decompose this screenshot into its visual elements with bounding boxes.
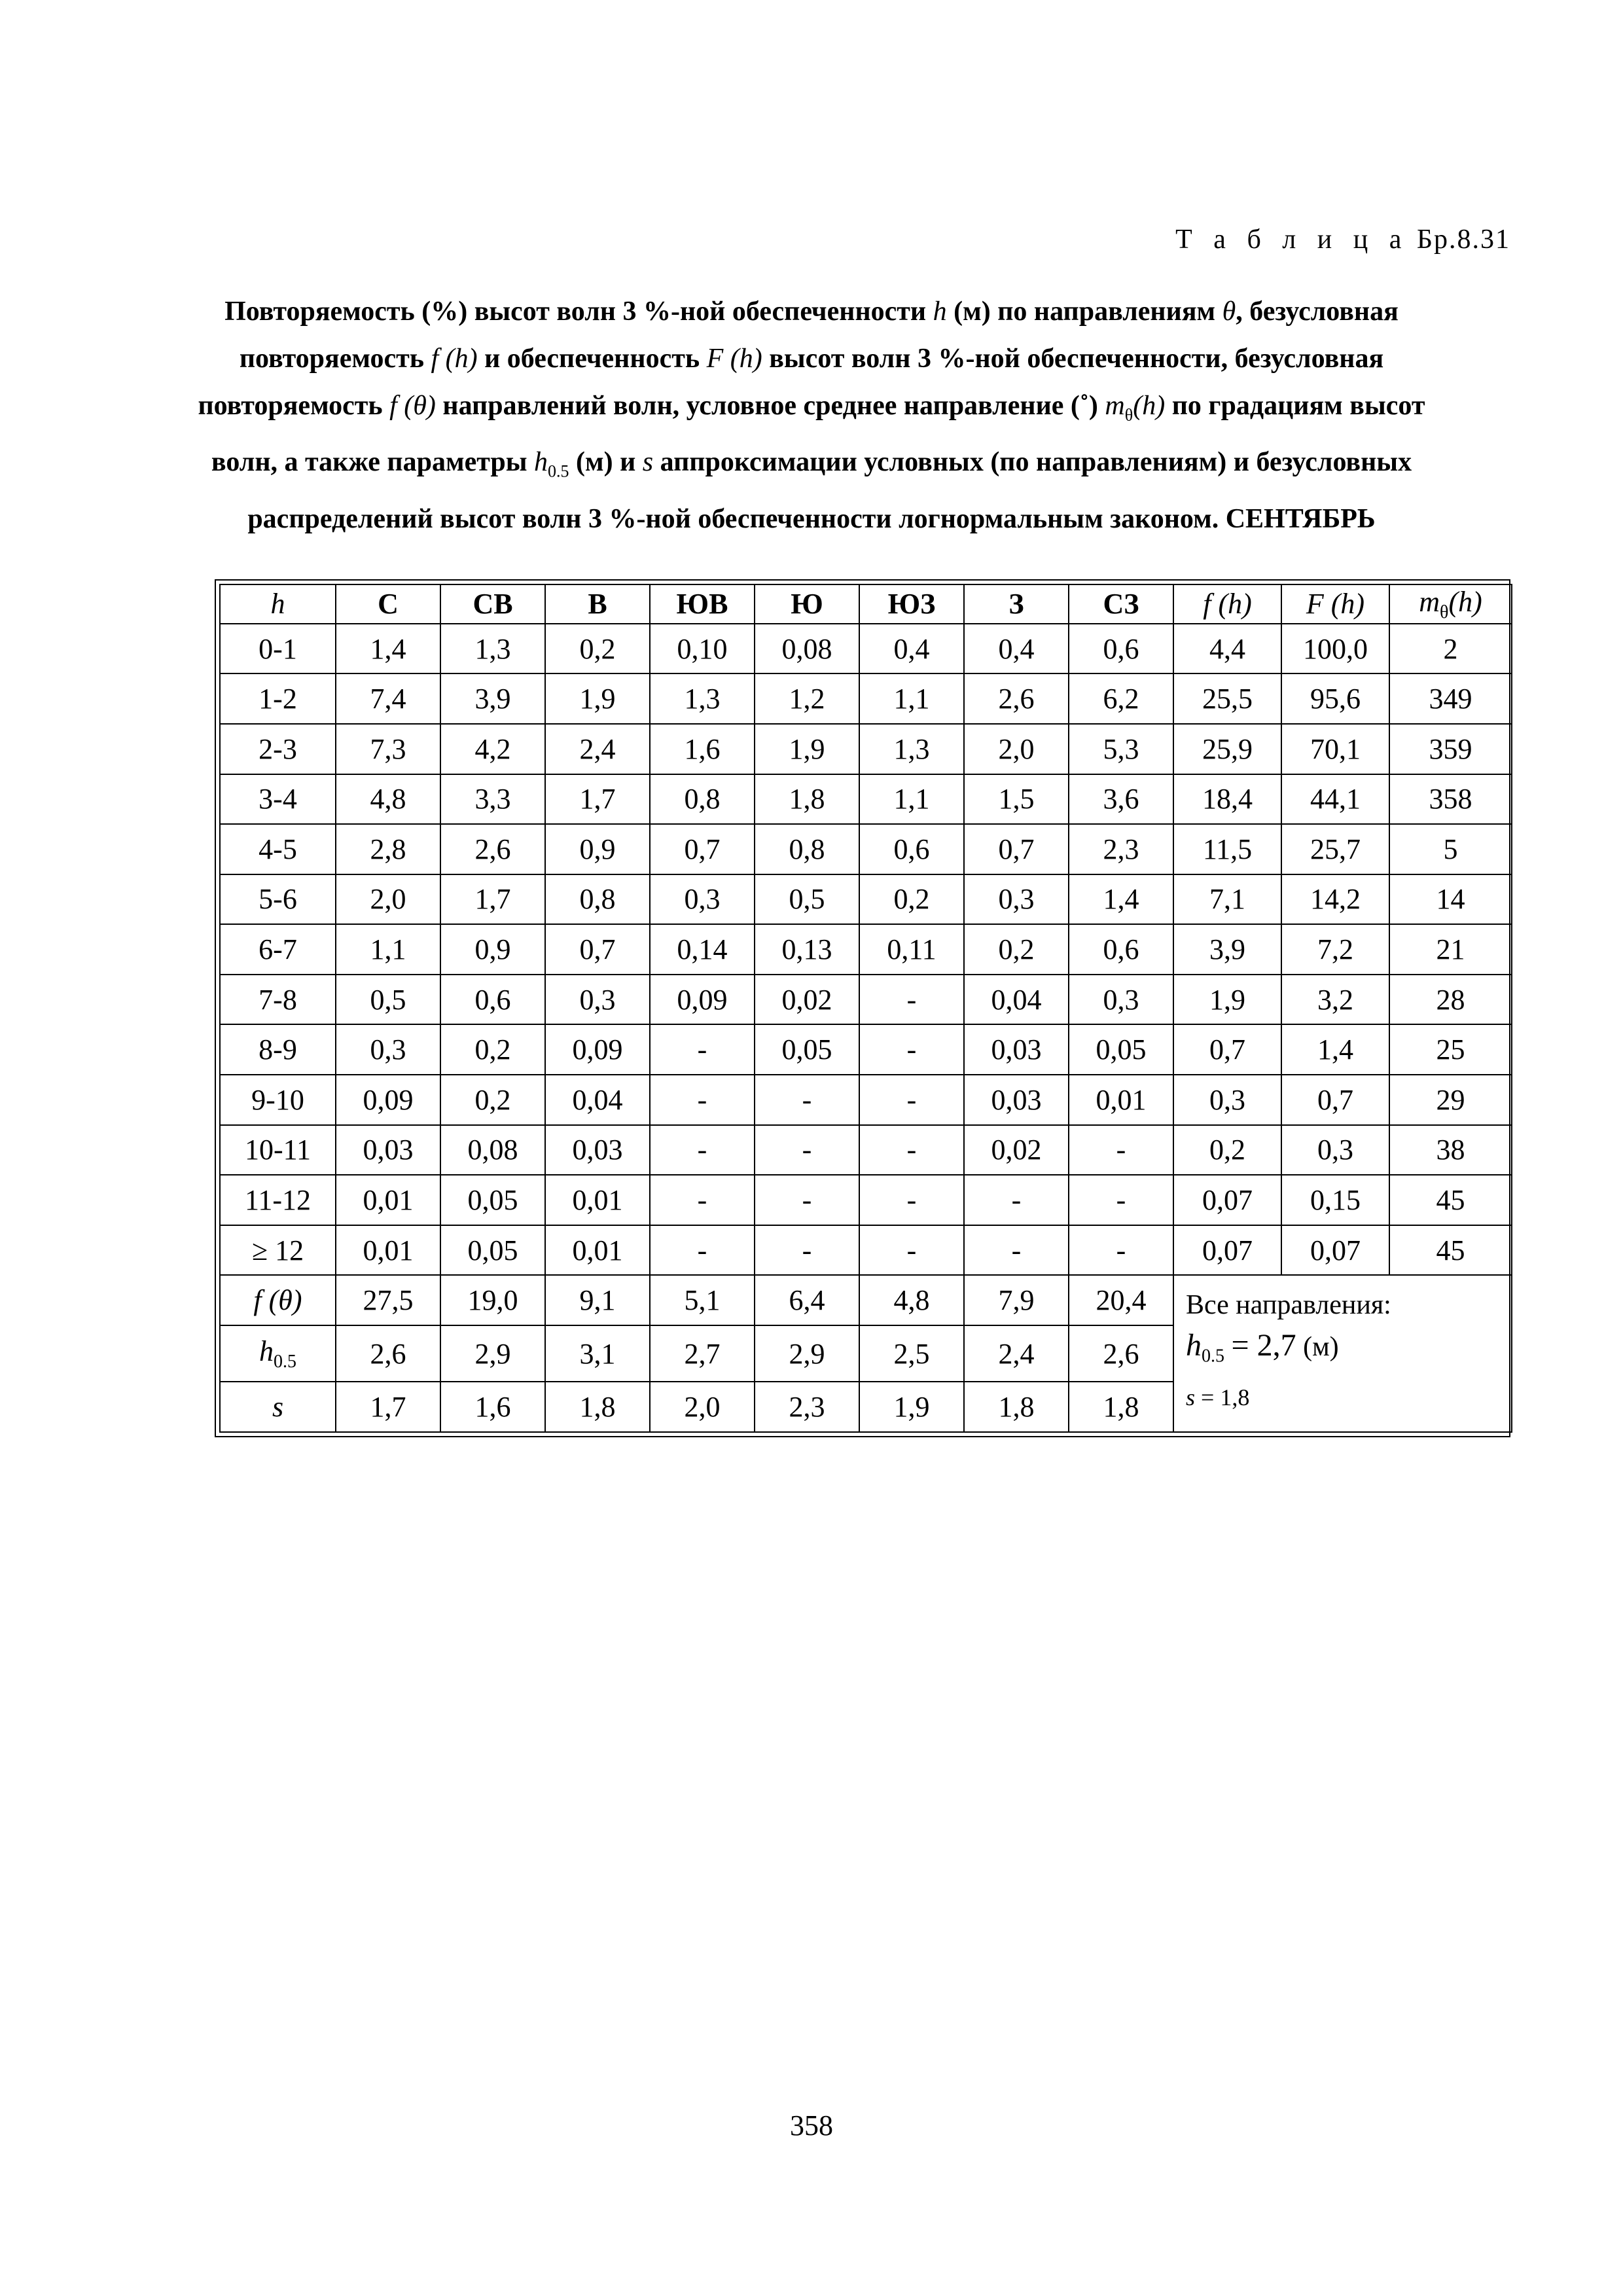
table-cell: - [650,1175,755,1225]
table-cell: 0,3 [1069,975,1173,1025]
header-m: $m_\theta(h)$ [1389,584,1512,624]
table-cell: 0,2 [440,1024,545,1075]
summary-body [220,1275,1512,1432]
table-cell: - [650,1024,755,1075]
table-cell: 0,7 [545,924,650,975]
row-height-range: 0-1 [220,624,336,674]
table-cell: 0,10 [650,624,755,674]
table-cell: 29 [1389,1075,1512,1125]
header-row [220,584,1512,624]
table-cell: 6,2 [1069,673,1173,724]
caption-text: Повторяемость (%) высот волн 3 %-ной обеспеченности [224,296,927,327]
table-cell: 0,6 [440,975,545,1025]
table-row [220,824,1512,874]
table-cell: 0,01 [545,1175,650,1225]
caption-text: , безусловная повторяемость [239,296,1399,374]
table-cell: 0,3 [964,874,1069,925]
caption-text: и обеспеченность [484,344,700,374]
table-row [220,774,1512,825]
table-cell: 1,7 [545,774,650,825]
table-cell: 0,5 [336,975,440,1025]
table-cell: 359 [1389,724,1512,774]
table-cell: 3,9 [440,673,545,724]
table-cell: 0,03 [545,1125,650,1175]
table-cell: 1,6 [650,724,755,774]
table-cell: - [859,1024,964,1075]
table-cell: 21 [1389,924,1512,975]
table-cell: 3,6 [1069,774,1173,825]
table-body [220,624,1512,1276]
table-cell: 0,5 [755,874,859,925]
table-cell: 5 [1389,824,1512,874]
header-dir-w: З [964,584,1069,624]
table-cell: - [755,1225,859,1276]
table-cell: 0,8 [755,824,859,874]
header-fh: f (h) [1173,584,1281,624]
table-cell: 1,8 [755,774,859,825]
table-cell: 4,4 [1173,624,1281,674]
summary-cell: 1,8 [545,1382,650,1432]
summary-cell: 2,9 [755,1325,859,1382]
table-cell: 25 [1389,1024,1512,1075]
table-cell: - [1069,1125,1173,1175]
table-cell: 0,04 [545,1075,650,1125]
table-cell: 0,3 [545,975,650,1025]
table-cell: 1,9 [545,673,650,724]
table-frame [215,579,1510,1437]
summary-cell: 1,6 [440,1382,545,1432]
summary-cell: 2,0 [650,1382,755,1432]
table-cell: 70,1 [1281,724,1389,774]
table-cell: 45 [1389,1175,1512,1225]
summary-cell: 4,8 [859,1275,964,1325]
caption-symbol-theta: θ [1222,296,1236,327]
table-cell: 7,2 [1281,924,1389,975]
summary-cell: 2,7 [650,1325,755,1382]
table-cell: 0,8 [545,874,650,925]
caption-symbol-ftheta: f (θ) [389,391,436,421]
caption-text: высот волн 3 %-ной обеспеченности, безусловная повторяемость [198,344,1384,421]
table-cell: 25,7 [1281,824,1389,874]
summary-cell: 1,7 [336,1382,440,1432]
table-cell: 1,1 [859,774,964,825]
row-height-range: 11-12 [220,1175,336,1225]
table-cell: 25,9 [1173,724,1281,774]
table-cell: 2,0 [964,724,1069,774]
table-cell: - [964,1225,1069,1276]
row-height-range: 9-10 [220,1075,336,1125]
table-cell: 0,3 [336,1024,440,1075]
table-cell: 0,07 [1173,1175,1281,1225]
row-height-range: 10-11 [220,1125,336,1175]
table-cell: 0,09 [650,975,755,1025]
table-cell: - [755,1075,859,1125]
table-row [220,874,1512,925]
summary-cell: 5,1 [650,1275,755,1325]
table-cell: 44,1 [1281,774,1389,825]
table-cell: 0,9 [545,824,650,874]
caption-symbol-s: s [642,447,654,478]
table-cell: 0,09 [545,1024,650,1075]
table-cell: 45 [1389,1225,1512,1276]
table-cell: - [859,1075,964,1125]
table-cell: 0,01 [545,1225,650,1276]
header-dir-n: С [336,584,440,624]
row-height-range: 8-9 [220,1024,336,1075]
header-dir-ne: СВ [440,584,545,624]
table-cell: 1,3 [650,673,755,724]
table-cell: 0,01 [336,1225,440,1276]
table-row [220,1175,1512,1225]
caption-symbol-Fh: F (h) [706,344,762,374]
summary-cell: 27,5 [336,1275,440,1325]
summary-cell: 7,9 [964,1275,1069,1325]
table-cell: 0,7 [650,824,755,874]
table-cell: 7,1 [1173,874,1281,925]
table-cell: 1,3 [440,624,545,674]
table-cell: 0,3 [1281,1125,1389,1175]
table-cell: 0,02 [755,975,859,1025]
summary-cell: 20,4 [1069,1275,1173,1325]
table-cell: 0,14 [650,924,755,975]
table-cell: 0,05 [440,1175,545,1225]
table-cell: 0,3 [650,874,755,925]
table-cell: 18,4 [1173,774,1281,825]
table-cell: 1,4 [1281,1024,1389,1075]
table-cell: 1,5 [964,774,1069,825]
row-height-range: 5-6 [220,874,336,925]
caption-symbol-fh: f (h) [431,344,478,374]
table-row [220,724,1512,774]
table-cell: - [755,1175,859,1225]
table-cell: 1,1 [336,924,440,975]
table-row [220,1225,1512,1276]
table-cell: 0,4 [964,624,1069,674]
summary-cell: 2,4 [964,1325,1069,1382]
table-cell: 1,7 [440,874,545,925]
all-directions-s: s = 1,8 [1186,1384,1250,1410]
table-cell: 3,2 [1281,975,1389,1025]
table-row [220,924,1512,975]
table-caption [196,288,1427,543]
summary-cell: 2,9 [440,1325,545,1382]
table-cell: 0,8 [650,774,755,825]
table-cell: - [650,1075,755,1125]
all-directions-title: Все направления: [1186,1290,1391,1321]
table-cell: 28 [1389,975,1512,1025]
table-cell: 0,3 [1173,1075,1281,1125]
table-cell: 0,6 [1069,624,1173,674]
table-cell: 2,6 [964,673,1069,724]
table-cell: 0,2 [859,874,964,925]
table-cell: 0,07 [1173,1225,1281,1276]
table-cell: 100,0 [1281,624,1389,674]
table-cell: 0,09 [336,1075,440,1125]
table-cell: 11,5 [1173,824,1281,874]
caption-symbol-h05: $h_{0.5}$ [534,447,569,481]
table-cell: 1,4 [1069,874,1173,925]
table-cell: 2,3 [1069,824,1173,874]
table-row [220,1125,1512,1175]
table-cell: - [859,1225,964,1276]
table-cell: 0,7 [1281,1075,1389,1125]
table-cell: - [859,1125,964,1175]
summary-cell: 6,4 [755,1275,859,1325]
table-word: Т а б л и ц а [1175,224,1409,255]
caption-text: аппроксимации условных (по направлениям) и безусловных распределений высот волн 3 %-ной обеспеченности логнормальным законом. СЕНТЯБРЬ [247,447,1412,534]
wave-height-table [219,584,1512,1433]
table-cell: 0,6 [1069,924,1173,975]
header-dir-nw: СЗ [1069,584,1173,624]
table-cell: - [1069,1175,1173,1225]
table-cell: - [755,1125,859,1175]
table-cell: 2 [1389,624,1512,674]
summary-cell: 1,8 [1069,1382,1173,1432]
table-cell: 2,8 [336,824,440,874]
summary-cell: 2,3 [755,1382,859,1432]
table-cell: 1,4 [336,624,440,674]
table-cell: 0,03 [964,1075,1069,1125]
caption-text: направлений волн, условное среднее направление (˚) [442,391,1098,421]
caption-symbol-m: $m_\theta(h)$ [1105,391,1166,425]
table-cell: 0,4 [859,624,964,674]
table-cell: 0,01 [1069,1075,1173,1125]
table-cell: 25,5 [1173,673,1281,724]
summary-cell: 2,6 [1069,1325,1173,1382]
table-cell: 0,13 [755,924,859,975]
table-cell: 0,2 [964,924,1069,975]
row-height-range: 1-2 [220,673,336,724]
table-cell: - [964,1175,1069,1225]
summary-cell: 19,0 [440,1275,545,1325]
table-cell: 2,0 [336,874,440,925]
table-cell: - [859,1175,964,1225]
table-cell: - [650,1125,755,1175]
table-row [220,624,1512,674]
summary-cell: 2,5 [859,1325,964,1382]
table-cell: 0,08 [755,624,859,674]
table-cell: - [859,975,964,1025]
table-cell: 1,3 [859,724,964,774]
table-cell: - [1069,1225,1173,1276]
summary-cell: 3,1 [545,1325,650,1382]
table-cell: 1,2 [755,673,859,724]
table-cell: 0,6 [859,824,964,874]
caption-text: по градациям высот волн, а также параметры [211,391,1425,478]
table-row [220,1024,1512,1075]
table-cell: 0,05 [440,1225,545,1276]
table-cell: 7,4 [336,673,440,724]
summary-cell: 9,1 [545,1275,650,1325]
row-height-range: 2-3 [220,724,336,774]
table-cell: 2,4 [545,724,650,774]
table-cell: 349 [1389,673,1512,724]
table-cell: 3,9 [1173,924,1281,975]
caption-symbol-h: h [933,296,947,327]
summary-label: s [220,1382,336,1432]
row-height-range: 3-4 [220,774,336,825]
table-cell: 1,9 [1173,975,1281,1025]
table-cell: 0,11 [859,924,964,975]
table-number: Бр.8.31 [1416,224,1510,255]
table-row [220,1075,1512,1125]
table-cell: 0,03 [336,1125,440,1175]
table-cell: 0,2 [440,1075,545,1125]
summary-label: f (θ) [220,1275,336,1325]
table-cell: 3,3 [440,774,545,825]
caption-text: (м) и [576,447,636,478]
header-Fh: F (h) [1281,584,1389,624]
table-cell: 0,7 [964,824,1069,874]
summary-label: $h_{0.5}$ [220,1325,336,1382]
table-cell: 0,9 [440,924,545,975]
row-height-range: 4-5 [220,824,336,874]
table-cell: 1,9 [755,724,859,774]
header-dir-e: В [545,584,650,624]
table-cell: 5,3 [1069,724,1173,774]
table-cell: 0,15 [1281,1175,1389,1225]
header-h: h [220,584,336,624]
header-dir-sw: ЮЗ [859,584,964,624]
summary-row-ftheta [220,1275,1512,1325]
table-cell: 7,3 [336,724,440,774]
table-cell: 0,05 [755,1024,859,1075]
header-dir-se: ЮВ [650,584,755,624]
table-cell: 0,2 [1173,1125,1281,1175]
table-cell: 4,8 [336,774,440,825]
table-cell: 0,2 [545,624,650,674]
summary-cell: 1,8 [964,1382,1069,1432]
table-cell: 358 [1389,774,1512,825]
table-cell: 0,01 [336,1175,440,1225]
table-cell: 0,7 [1173,1024,1281,1075]
table-cell: 2,6 [440,824,545,874]
table-cell: 0,04 [964,975,1069,1025]
row-height-range: 6-7 [220,924,336,975]
table-cell: 95,6 [1281,673,1389,724]
table-cell: 1,1 [859,673,964,724]
summary-cell: 1,9 [859,1382,964,1432]
table-row [220,673,1512,724]
page-number: 358 [790,2109,833,2142]
table-row [220,975,1512,1025]
header-dir-s: Ю [755,584,859,624]
row-height-range: 7-8 [220,975,336,1025]
table-cell: 14 [1389,874,1512,925]
table-cell: 0,07 [1281,1225,1389,1276]
table-number-label [1175,224,1510,255]
table-cell: 4,2 [440,724,545,774]
table-cell: 38 [1389,1125,1512,1175]
all-directions-cell [1173,1275,1512,1432]
table-cell: 14,2 [1281,874,1389,925]
table-cell: 0,03 [964,1024,1069,1075]
all-directions-h05: $h_{0.5} = 2,7$ (м) [1186,1328,1339,1367]
table-cell: - [650,1225,755,1276]
table-cell: 0,05 [1069,1024,1173,1075]
row-height-range: ≥ 12 [220,1225,336,1276]
summary-cell: 2,6 [336,1325,440,1382]
caption-text: (м) по направлениям [954,296,1216,327]
table-cell: 0,02 [964,1125,1069,1175]
table-cell: 0,08 [440,1125,545,1175]
